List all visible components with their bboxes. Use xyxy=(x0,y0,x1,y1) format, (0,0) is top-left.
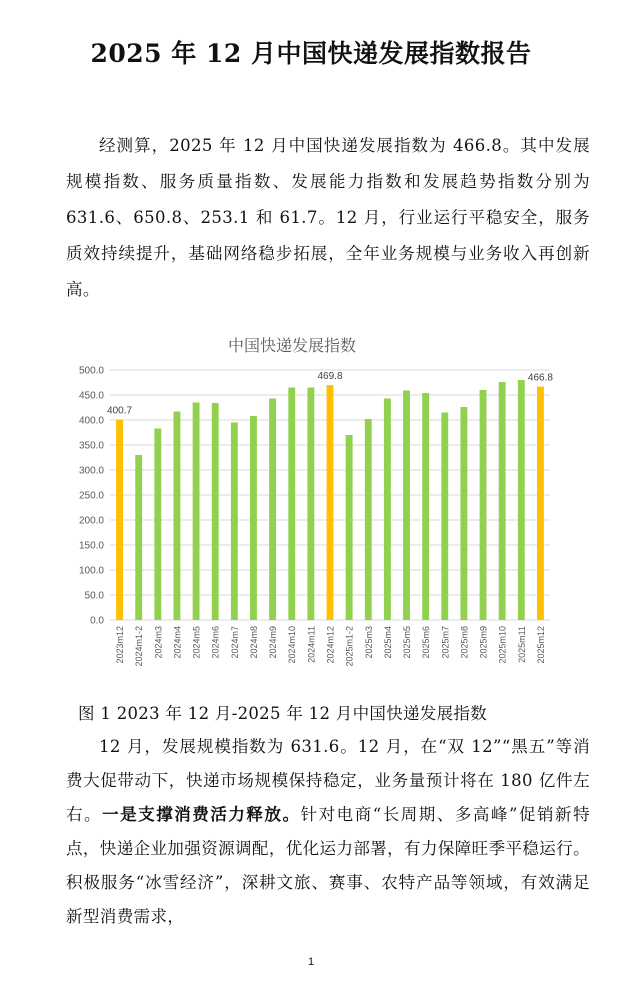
x-tick-label: 2024m4 xyxy=(172,626,183,659)
y-tick-label: 50.0 xyxy=(84,590,104,602)
bar-2025m1-2 xyxy=(346,435,353,620)
paragraph-text: 12 月，发展规模指数为 631.6。12 月，在“双 12”“黑五”等消费大促带动下，快递市场规模保持稳定，业务量预计将在 180 亿件左右。 xyxy=(66,737,590,824)
x-tick-label: 2025m3 xyxy=(363,626,374,659)
y-tick-label: 500.0 xyxy=(78,365,104,377)
x-tick-label: 2025m8 xyxy=(459,626,470,659)
page-number: 1 xyxy=(307,956,315,968)
bar-2025m6 xyxy=(422,393,429,620)
bar-2025m7 xyxy=(441,413,448,621)
data-label-2024m12: 469.8 xyxy=(317,371,343,383)
bar-2024m9 xyxy=(269,399,276,621)
x-tick-label: 2025m5 xyxy=(402,626,413,659)
x-tick-label: 2024m9 xyxy=(268,626,279,659)
x-tick-label: 2024m12 xyxy=(325,626,336,664)
x-tick-label: 2025m4 xyxy=(382,626,393,659)
bar-2024m5 xyxy=(193,403,200,621)
x-tick-label: 2025m10 xyxy=(497,626,508,664)
bar-2024m12 xyxy=(327,385,334,620)
data-label-2025m12: 466.8 xyxy=(527,372,553,384)
y-tick-label: 200.0 xyxy=(78,515,104,527)
y-tick-label: 100.0 xyxy=(78,565,104,577)
bar-2025m5 xyxy=(403,391,410,621)
x-tick-label: 2024m6 xyxy=(210,626,221,659)
bar-2024m3 xyxy=(154,429,161,621)
data-label-2023m12: 400.7 xyxy=(107,405,133,417)
x-tick-label: 2024m5 xyxy=(191,626,202,659)
y-tick-label: 250.0 xyxy=(78,490,104,502)
x-tick-label: 2024m1-2 xyxy=(134,626,145,667)
x-tick-label: 2024m11 xyxy=(306,626,317,663)
bar-2024m11 xyxy=(307,388,314,621)
y-tick-label: 450.0 xyxy=(78,390,104,402)
paragraph-text-continued: 针对电商“长周期、多高峰”促销新特点，快递企业加强资源调配，优化运力部署，有力保障旺季平稳运行。积极服务“冰雪经济”，深耕文旅、赛事、农特产品等领域，有效满足新型消费需求， xyxy=(66,805,591,926)
y-tick-label: 400.0 xyxy=(78,415,104,427)
bar-2024m8 xyxy=(250,416,257,620)
bar-2025m4 xyxy=(384,399,391,621)
bar-2024m6 xyxy=(212,403,219,620)
x-tick-label: 2025m11 xyxy=(516,626,527,663)
bold-highlight: 一是支撑消费活力释放。 xyxy=(102,805,301,824)
x-tick-label: 2025m9 xyxy=(478,626,489,659)
bar-2024m7 xyxy=(231,423,238,621)
x-tick-label: 2025m6 xyxy=(421,626,432,659)
y-tick-label: 350.0 xyxy=(78,440,104,452)
bar-2025m12 xyxy=(537,387,544,620)
bar-2025m11 xyxy=(518,380,525,620)
y-tick-label: 150.0 xyxy=(78,540,104,552)
chart-y-axis xyxy=(79,366,104,627)
paragraph-intro: 经测算，2025 年 12 月中国快递发展指数为 466.8。其中发展规模指数、服务质量指数、发展能力指数和发展趋势指数分别为 631.6、650.8、253.1 和 61.7。12 月，行业运行平稳安全，服务质效持续提升，基础网络稳步拓展，全年业务规模与业务收入再创新高。 xyxy=(66,136,590,299)
chart-x-axis xyxy=(115,626,546,667)
x-tick-label: 2023m12 xyxy=(115,626,126,664)
x-tick-label: 2024m10 xyxy=(287,626,298,664)
x-tick-label: 2024m8 xyxy=(248,626,259,659)
x-tick-label: 2025m7 xyxy=(440,626,451,659)
y-tick-label: 300.0 xyxy=(78,465,104,477)
bar-2024m4 xyxy=(174,412,181,621)
express-index-bar-chart xyxy=(62,318,562,696)
bar-2025m10 xyxy=(499,382,506,620)
paragraph-scale-index xyxy=(66,730,590,934)
document-title: 2025 年 12 月中国快递发展指数报告 xyxy=(90,39,532,68)
bar-2024m1-2 xyxy=(135,455,142,620)
bar-2025m3 xyxy=(365,419,372,620)
chart-title: 中国快递发展指数 xyxy=(227,338,357,355)
x-tick-label: 2024m3 xyxy=(153,626,164,659)
bar-2023m12 xyxy=(116,420,123,620)
bar-2025m9 xyxy=(480,390,487,620)
x-tick-label: 2025m1-2 xyxy=(344,626,355,667)
chart-bars xyxy=(116,380,544,620)
y-tick-label: 0.0 xyxy=(90,615,104,627)
bar-2025m8 xyxy=(460,407,467,620)
x-tick-label: 2024m7 xyxy=(229,626,240,659)
bar-2024m10 xyxy=(288,388,295,621)
figure-caption: 图 1 2023 年 12 月-2025 年 12 月中国快递发展指数 xyxy=(78,704,488,723)
x-tick-label: 2025m12 xyxy=(535,626,546,664)
